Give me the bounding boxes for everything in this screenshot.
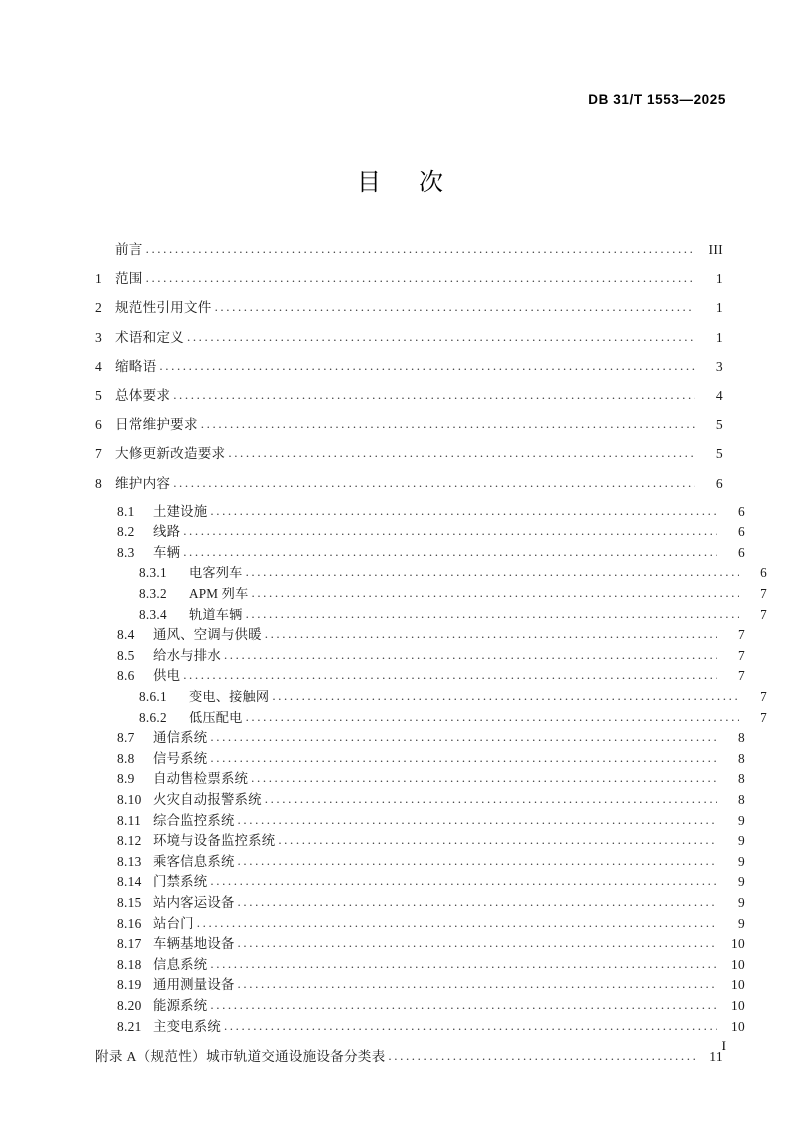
toc-dot-leader — [210, 997, 717, 1013]
toc-dot-leader — [224, 1018, 717, 1034]
toc-entry-page-number: 11 — [709, 1049, 723, 1065]
toc-entry-number: 8.5 — [117, 647, 135, 663]
toc-entry[interactable] — [95, 913, 745, 934]
toc-entry[interactable] — [95, 562, 767, 583]
toc-entry-label: 通风、空调与供暖 — [153, 627, 262, 643]
toc-entry[interactable] — [95, 267, 723, 296]
page-number-footer: I — [721, 1038, 726, 1053]
toc-entry[interactable] — [95, 542, 745, 563]
toc-entry-number: 8.6 — [117, 668, 135, 684]
toc-entry-label: 变电、接触网 — [189, 689, 270, 705]
toc-entry-number: 8.6.2 — [139, 709, 167, 725]
toc-entry-label: 通信系统 — [153, 730, 208, 746]
toc-dot-leader — [210, 956, 717, 972]
toc-dot-leader — [159, 358, 695, 374]
toc-entry-page-number: 8 — [738, 750, 745, 766]
toc-entry-label: 术语和定义 — [115, 329, 184, 345]
toc-entry-page-number: 6 — [738, 524, 745, 540]
toc-dot-leader — [210, 750, 717, 766]
toc-entry-number: 8.19 — [117, 977, 142, 993]
toc-entry-number: 8.11 — [117, 812, 142, 828]
toc-entry[interactable] — [95, 583, 767, 604]
toc-entry[interactable] — [95, 624, 745, 645]
toc-entry-number: 8.17 — [117, 936, 142, 952]
toc-dot-leader — [251, 770, 717, 786]
toc-entry-label: 大修更新改造要求 — [115, 446, 226, 462]
toc-entry-label: 门禁系统 — [153, 874, 208, 890]
toc-entry-label: 车辆 — [153, 544, 181, 560]
toc-entry-number: 8.3.1 — [139, 565, 167, 581]
toc-entry-page-number: 10 — [731, 956, 745, 972]
toc-entry-label: 电客列车 — [189, 565, 243, 581]
toc-entry-label: 环境与设备监控系统 — [153, 833, 276, 849]
toc-entry-label: 乘客信息系统 — [153, 853, 235, 869]
toc-entry-number: 1 — [95, 271, 103, 287]
toc-entry-number: 8.20 — [117, 997, 142, 1013]
standard-code-header: DB 31/T 1553—2025 — [588, 92, 726, 107]
toc-entry-number: 8.7 — [117, 730, 135, 746]
toc-dot-leader — [146, 270, 695, 286]
toc-entry-number: 7 — [95, 446, 103, 462]
toc-entry[interactable] — [95, 442, 723, 471]
toc-entry-label: 火灾自动报警系统 — [153, 792, 262, 807]
toc-entry-number: 6 — [95, 417, 103, 433]
toc-entry-number: 8.3 — [117, 544, 135, 560]
toc-entry-label: 信息系统 — [153, 956, 208, 972]
toc-entry-page-number: 6 — [760, 565, 767, 581]
toc-entry-label: 自动售检票系统 — [153, 771, 249, 787]
toc-entry[interactable] — [95, 1016, 745, 1037]
toc-entry-label: 规范性引用文件 — [115, 300, 212, 316]
toc-dot-leader — [251, 585, 739, 601]
toc-entry-number: 8.1 — [117, 503, 135, 519]
toc-entry-page-number: 10 — [731, 977, 745, 993]
toc-entry-page-number: 7 — [738, 668, 745, 684]
toc-entry-label: 能源系统 — [153, 997, 208, 1013]
toc-dot-leader — [265, 791, 717, 807]
toc-entry-page-number: 7 — [738, 647, 745, 663]
toc-entry[interactable] — [95, 830, 745, 851]
toc-dot-leader — [210, 873, 717, 889]
toc-entry-label: 日常维护要求 — [115, 417, 198, 433]
toc-entry[interactable] — [95, 851, 745, 872]
toc-dot-leader — [278, 832, 717, 848]
toc-entry-number: 8.15 — [117, 894, 142, 910]
toc-entry-page-number: 7 — [760, 606, 767, 622]
toc-entry[interactable] — [95, 995, 745, 1016]
toc-entry-page-number: 9 — [738, 833, 745, 849]
toc-entry[interactable] — [95, 355, 723, 384]
toc-entry[interactable] — [95, 727, 745, 748]
toc-dot-leader — [246, 606, 739, 622]
toc-entry-page-number: 5 — [715, 417, 723, 433]
toc-dot-leader — [238, 935, 717, 951]
toc-entry-number: 3 — [95, 329, 103, 345]
toc-dot-leader — [246, 564, 739, 580]
toc-entry[interactable] — [95, 501, 745, 522]
toc-entry-label: 车辆基地设备 — [153, 936, 235, 952]
toc-entry-label: 信号系统 — [153, 750, 208, 766]
toc-entry-label: 低压配电 — [189, 709, 243, 725]
toc-dot-leader — [183, 667, 717, 683]
toc-entry-page-number: 6 — [715, 475, 723, 491]
toc-entry-label: 站台门 — [153, 915, 194, 931]
toc-entry-number: 8.18 — [117, 956, 142, 972]
toc-entry-page-number: 1 — [715, 271, 723, 287]
toc-entry-page-number: III — [708, 242, 723, 257]
toc-entry-page-number: 9 — [738, 812, 745, 828]
toc-entry-number: 8.3.4 — [139, 606, 167, 622]
toc-dot-leader — [238, 853, 717, 869]
toc-entry-page-number: 8 — [738, 730, 745, 746]
toc-entry-number: 8.21 — [117, 1018, 142, 1034]
toc-entry-page-number: 7 — [760, 709, 767, 725]
toc-entry-page-number: 8 — [738, 771, 745, 787]
toc-entry-page-number: 9 — [738, 894, 745, 910]
toc-entry-label: 综合监控系统 — [153, 812, 235, 828]
toc-entry[interactable] — [95, 238, 723, 267]
toc-entry-label: 给水与排水 — [153, 647, 221, 663]
toc-entry[interactable] — [95, 707, 767, 728]
toc-entry-page-number: 9 — [738, 853, 745, 869]
toc-dot-leader — [197, 915, 717, 931]
toc-entry-label: 轨道车辆 — [189, 606, 243, 622]
toc-dot-leader — [238, 976, 717, 992]
toc-entry[interactable] — [95, 871, 745, 892]
toc-entry-number: 8.9 — [117, 771, 135, 787]
toc-dot-leader — [388, 1048, 695, 1064]
toc-dot-leader — [201, 416, 695, 432]
toc-entry[interactable] — [95, 974, 745, 995]
toc-entry[interactable] — [95, 521, 745, 542]
toc-entry[interactable] — [95, 384, 723, 413]
toc-entry-number: 8.12 — [117, 833, 142, 849]
toc-dot-leader — [265, 626, 717, 642]
toc-entry-number: 8.10 — [117, 792, 142, 807]
toc-dot-leader — [187, 329, 695, 345]
toc-entry-page-number: 10 — [731, 936, 745, 952]
toc-entry-label: 土建设施 — [153, 503, 208, 519]
toc-entry[interactable] — [95, 768, 745, 789]
toc-entry[interactable] — [95, 604, 767, 625]
toc-entry-label: 缩略语 — [115, 358, 157, 374]
toc-entry[interactable] — [95, 665, 745, 686]
toc-entry[interactable] — [95, 789, 745, 810]
toc-entry-page-number: 3 — [715, 358, 723, 374]
toc-entry-label: 总体要求 — [115, 387, 171, 403]
table-of-contents — [95, 238, 767, 1074]
toc-dot-leader — [246, 709, 739, 725]
toc-entry-label: 维护内容 — [115, 475, 171, 491]
toc-entry-number: 8.14 — [117, 874, 142, 890]
toc-entry-page-number: 8 — [738, 792, 745, 807]
toc-entry[interactable] — [95, 892, 745, 913]
toc-entry-number: 附录 A（规范性） — [95, 1049, 207, 1065]
toc-dot-leader — [272, 688, 739, 704]
toc-entry-label: 主变电系统 — [153, 1018, 221, 1034]
toc-dot-leader — [238, 812, 717, 828]
toc-entry-number: 4 — [95, 358, 103, 374]
toc-entry-page-number: 5 — [715, 446, 723, 462]
toc-dot-leader — [173, 387, 695, 403]
toc-dot-leader — [238, 894, 717, 910]
toc-entry-page-number: 6 — [738, 544, 745, 560]
page-title: 目 次 — [357, 170, 459, 196]
toc-entry[interactable] — [95, 686, 767, 707]
toc-entry[interactable] — [95, 954, 745, 975]
toc-entry[interactable] — [95, 472, 723, 501]
toc-entry-page-number: 9 — [738, 915, 745, 931]
toc-entry-page-number: 7 — [738, 627, 745, 643]
toc-dot-leader — [228, 445, 695, 461]
toc-entry-label: 前言 — [115, 242, 143, 257]
toc-entry-number: 8.3.2 — [139, 586, 167, 602]
toc-entry-label: 城市轨道交通设施设备分类表 — [206, 1049, 386, 1065]
toc-entry-number: 8.4 — [117, 627, 135, 643]
toc-entry-page-number: 10 — [731, 1018, 745, 1034]
toc-entry[interactable] — [95, 933, 745, 954]
toc-entry-label: 范围 — [115, 271, 143, 287]
toc-entry-number: 8.8 — [117, 750, 135, 766]
toc-entry-number: 8.16 — [117, 915, 142, 931]
toc-entry[interactable] — [95, 413, 723, 442]
toc-entry-label: 线路 — [153, 524, 181, 540]
toc-entry[interactable] — [95, 1045, 723, 1074]
toc-entry-number: 2 — [95, 300, 103, 316]
toc-entry-number: 5 — [95, 387, 103, 403]
toc-dot-leader — [146, 241, 695, 257]
toc-entry-page-number: 1 — [715, 300, 723, 316]
toc-entry[interactable] — [95, 748, 745, 769]
toc-entry-number: 8.2 — [117, 524, 135, 540]
toc-dot-leader — [224, 647, 717, 663]
toc-entry-page-number: 7 — [760, 689, 767, 705]
toc-entry-label: 站内客运设备 — [153, 894, 235, 910]
toc-entry-number: 8.13 — [117, 853, 142, 869]
toc-entry-number: 8 — [95, 475, 103, 491]
toc-entry-number: 8.6.1 — [139, 689, 167, 705]
toc-dot-leader — [210, 503, 717, 519]
toc-entry-label: APM 列车 — [189, 586, 249, 602]
toc-dot-leader — [173, 475, 695, 491]
toc-entry-page-number: 1 — [715, 329, 723, 345]
toc-entry[interactable] — [95, 810, 745, 831]
toc-entry-page-number: 6 — [738, 503, 745, 519]
toc-dot-leader — [210, 729, 717, 745]
toc-entry[interactable] — [95, 645, 745, 666]
toc-entry-page-number: 10 — [731, 997, 745, 1013]
toc-entry-page-number: 7 — [760, 586, 767, 602]
toc-entry-label: 通用测量设备 — [153, 977, 235, 993]
toc-dot-leader — [183, 544, 717, 560]
toc-entry-page-number: 9 — [738, 874, 745, 890]
toc-entry[interactable] — [95, 296, 723, 325]
toc-entry-label: 供电 — [153, 668, 181, 684]
toc-entry-page-number: 4 — [715, 387, 723, 403]
toc-dot-leader — [215, 299, 695, 315]
toc-dot-leader — [183, 523, 717, 539]
toc-entry[interactable] — [95, 326, 723, 355]
